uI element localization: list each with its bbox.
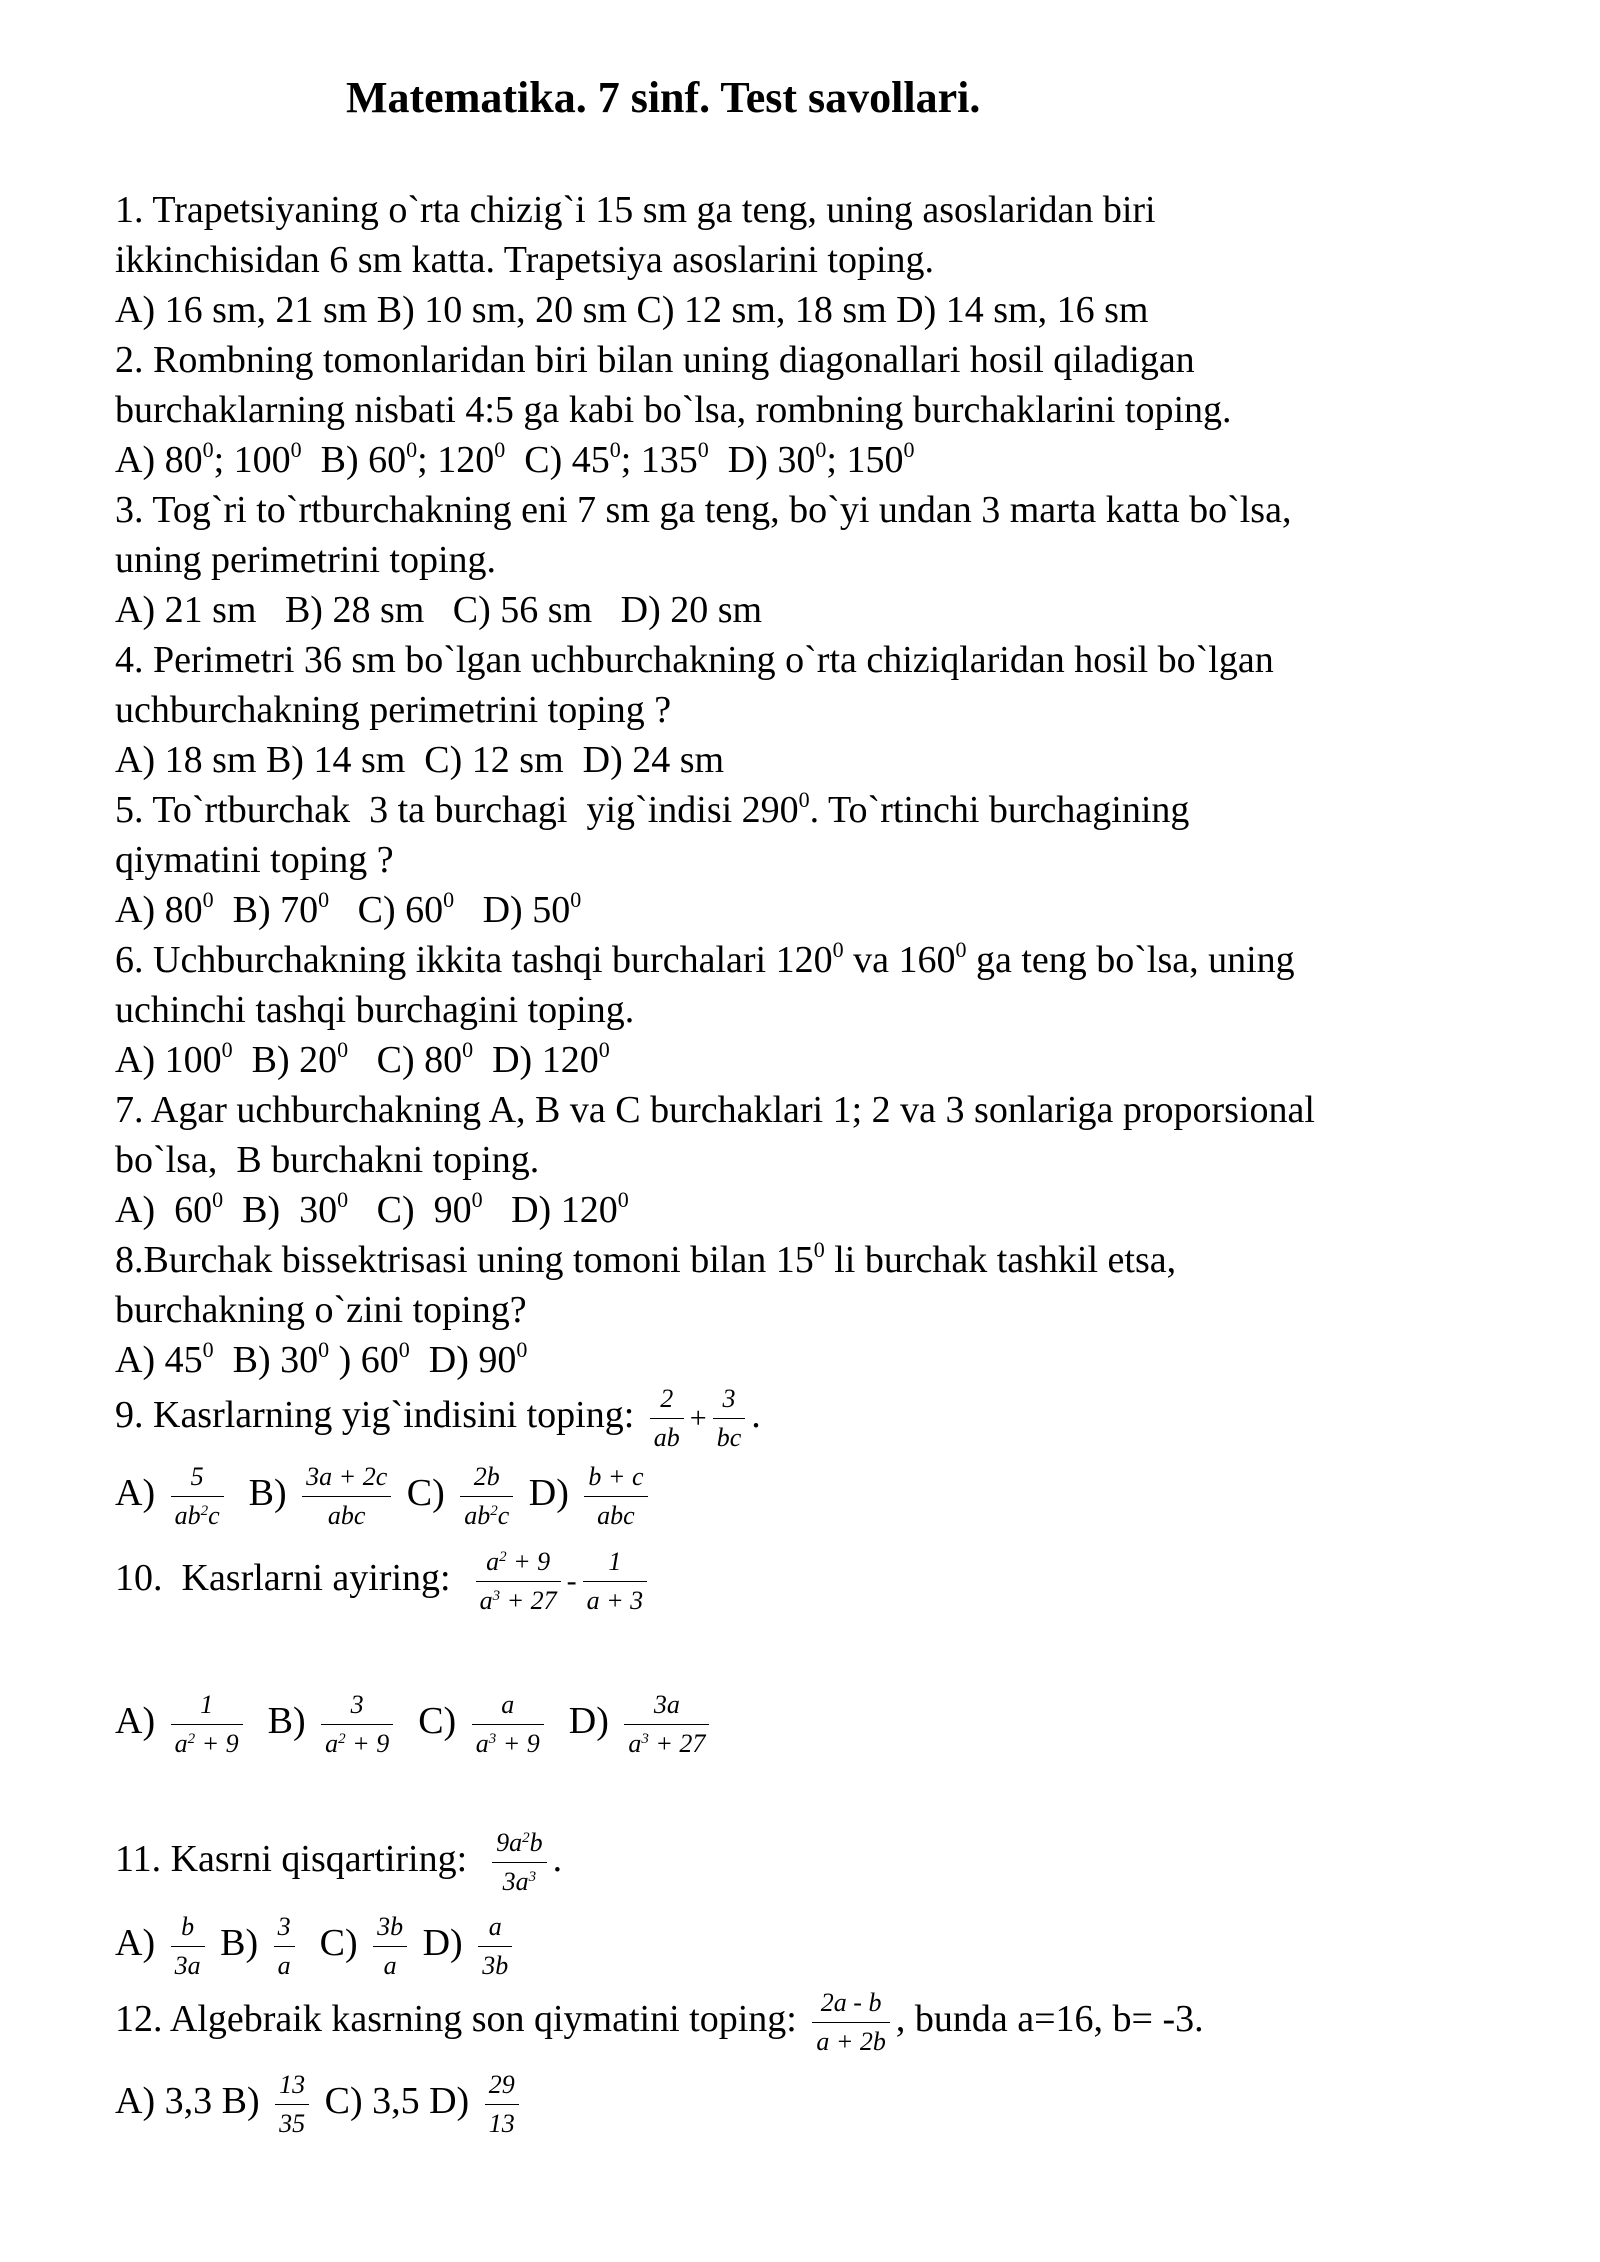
period: . bbox=[751, 1394, 761, 1437]
degree-sign: 0 bbox=[471, 1187, 483, 1212]
option-b-2: ; 120 bbox=[417, 439, 495, 481]
option-c-fraction bbox=[373, 1912, 407, 1981]
option-c-fraction bbox=[472, 1690, 544, 1759]
option-c-label: C) bbox=[319, 1922, 358, 1965]
option-c: C) 60 bbox=[329, 889, 444, 931]
fraction bbox=[476, 1547, 561, 1616]
degree-sign: 0 bbox=[832, 937, 844, 962]
num-part: b bbox=[529, 1828, 543, 1857]
degree-sign: 0 bbox=[598, 1037, 610, 1062]
degree-sign: 0 bbox=[697, 437, 709, 462]
exponent: 2 bbox=[499, 1549, 507, 1565]
numerator: 2 bbox=[650, 1384, 684, 1419]
q8-text-b: li burchak tashkil etsa, bbox=[824, 1239, 1177, 1281]
exponent: 3 bbox=[488, 1731, 497, 1747]
fraction bbox=[713, 1384, 746, 1453]
question-9-text: 9. Kasrlarning yig`indisini toping: bbox=[115, 1394, 635, 1437]
option-d: D) 120 bbox=[482, 1189, 618, 1231]
numerator: 13 bbox=[275, 2070, 309, 2105]
option-b-label: B) bbox=[220, 1922, 259, 1965]
q6-text-a: 6. Uchburchakning ikkita tashqi burchalari 120 bbox=[115, 939, 833, 981]
option-d: D) 30 bbox=[708, 439, 816, 481]
denominator bbox=[460, 1497, 513, 1531]
exponent: 3 bbox=[641, 1731, 649, 1747]
degree-sign: 0 bbox=[406, 437, 418, 462]
question-12-text: 12. Algebraik kasrning son qiymatini toping: bbox=[115, 1998, 797, 2041]
degree-sign: 0 bbox=[813, 1237, 825, 1262]
q5-text-a: 5. To`rtburchak 3 ta burchagi yig`indisi 290 bbox=[115, 789, 799, 831]
numerator: 2a - b bbox=[812, 1988, 890, 2023]
degree-sign: 0 bbox=[202, 887, 214, 912]
degree-sign: 0 bbox=[318, 1337, 330, 1362]
question-3-options: A) 21 sm B) 28 sm C) 56 sm D) 20 sm bbox=[115, 589, 763, 631]
question-7-line-1: 7. Agar uchburchakning A, B va C burchaklari 1; 2 va 3 sonlariga proporsional bbox=[115, 1089, 1315, 1131]
question-2-line-2: burchaklarning nisbati 4:5 ga kabi bo`lsa, rombning burchaklarini toping. bbox=[115, 389, 1232, 431]
question-6-line-1 bbox=[115, 936, 1295, 984]
degree-sign: 0 bbox=[462, 1037, 474, 1062]
den-part: a bbox=[325, 1729, 339, 1758]
denominator: bc bbox=[716, 1423, 742, 1452]
exponent: 3 bbox=[528, 1869, 537, 1885]
degree-sign: 0 bbox=[290, 437, 302, 462]
exponent: 2 bbox=[200, 1503, 209, 1519]
question-6-line-2: uchinchi tashqi burchagini toping. bbox=[115, 989, 635, 1031]
option-c: C) 90 bbox=[348, 1189, 472, 1231]
degree-sign: 0 bbox=[609, 437, 621, 462]
question-9-line bbox=[115, 1384, 761, 1453]
option-c-fraction bbox=[460, 1462, 513, 1531]
denominator: ab bbox=[653, 1423, 680, 1452]
option-b-fraction bbox=[302, 1462, 391, 1531]
question-7-options bbox=[115, 1186, 629, 1234]
option-b: B) 30 bbox=[223, 1189, 338, 1231]
denominator: a bbox=[383, 1951, 397, 1980]
q6-text-b: va 160 bbox=[843, 939, 956, 981]
degree-sign: 0 bbox=[202, 437, 214, 462]
option-b-label: B) bbox=[267, 1700, 306, 1743]
degree-sign: 0 bbox=[443, 887, 455, 912]
option-c-label: C) bbox=[406, 1472, 445, 1515]
fraction bbox=[583, 1547, 648, 1616]
option-a: A) 80 bbox=[115, 889, 203, 931]
denominator bbox=[472, 1725, 544, 1759]
denominator: a bbox=[277, 1951, 291, 1980]
option-b-label: B) bbox=[221, 2080, 260, 2123]
numerator: 29 bbox=[485, 2070, 519, 2105]
denominator bbox=[476, 1582, 561, 1616]
exponent: 3 bbox=[492, 1588, 501, 1604]
degree-sign: 0 bbox=[398, 1337, 410, 1362]
q6-text-c: ga teng bo`lsa, uning bbox=[966, 939, 1295, 981]
option-d-fraction bbox=[584, 1462, 647, 1531]
degree-sign: 0 bbox=[337, 1187, 349, 1212]
question-1-line-1: 1. Trapetsiyaning o`rta chizig`i 15 sm ga teng, uning asoslaridan biri bbox=[115, 189, 1156, 231]
denominator bbox=[171, 1497, 224, 1531]
question-1-line-2: ikkinchisidan 6 sm katta. Trapetsiya asoslarini toping. bbox=[115, 239, 935, 281]
option-b: B) 30 bbox=[213, 1339, 319, 1381]
den-part: + 9 bbox=[345, 1729, 390, 1758]
option-c: C) 80 bbox=[348, 1039, 463, 1081]
option-a-label: A) bbox=[115, 1922, 156, 1965]
den-part: a bbox=[475, 1729, 489, 1758]
option-a-label: A) bbox=[115, 1472, 156, 1515]
fraction bbox=[492, 1828, 547, 1897]
option-a-2: ; 100 bbox=[213, 439, 291, 481]
question-7-line-2: bo`lsa, B burchakni toping. bbox=[115, 1139, 540, 1181]
minus-sign: - bbox=[566, 1564, 577, 1598]
option-c: C) 45 bbox=[505, 439, 610, 481]
q8-text-a: 8.Burchak bissektrisasi uning tomoni bilan 15 bbox=[115, 1239, 814, 1281]
denominator bbox=[321, 1725, 393, 1759]
numerator: 1 bbox=[583, 1547, 648, 1582]
question-10-text: 10. Kasrlarni ayiring: bbox=[115, 1557, 451, 1600]
denominator: a + 3 bbox=[586, 1586, 644, 1615]
option-d: D) 90 bbox=[409, 1339, 517, 1381]
question-8-line-1 bbox=[115, 1236, 1176, 1284]
option-c: C) 3,5 bbox=[324, 2080, 420, 2123]
option-a-fraction bbox=[171, 1690, 243, 1759]
exponent: 2 bbox=[522, 1830, 530, 1846]
numerator: 5 bbox=[171, 1462, 224, 1497]
den-part: ab bbox=[464, 1501, 491, 1530]
question-3-line-1: 3. Tog`ri to`rtburchakning eni 7 sm ga teng, bo`yi undan 3 marta katta bo`lsa, bbox=[115, 489, 1292, 531]
option-d-label: D) bbox=[568, 1700, 609, 1743]
option-d-fraction bbox=[485, 2070, 519, 2139]
den-part: a bbox=[174, 1729, 188, 1758]
question-12-line bbox=[115, 1988, 1204, 2057]
denominator: abc bbox=[327, 1501, 366, 1530]
denominator: 13 bbox=[488, 2109, 515, 2138]
den-part: + 9 bbox=[195, 1729, 239, 1758]
den-part: + 27 bbox=[648, 1729, 706, 1758]
option-a: A) 3,3 bbox=[115, 2080, 213, 2123]
den-part: + 9 bbox=[496, 1729, 540, 1758]
degree-sign: 0 bbox=[318, 887, 330, 912]
num-part: + 9 bbox=[506, 1547, 551, 1576]
question-9-options bbox=[115, 1462, 654, 1531]
degree-sign: 0 bbox=[798, 787, 810, 812]
den-part: c bbox=[497, 1501, 510, 1530]
question-11-line bbox=[115, 1828, 562, 1897]
question-12-options bbox=[115, 2070, 525, 2139]
denominator: 3a bbox=[174, 1951, 201, 1980]
question-5-line-2: qiymatini toping ? bbox=[115, 839, 394, 881]
page-title: Matematika. 7 sinf. Test savollari. bbox=[346, 73, 981, 122]
den-part: 3a bbox=[502, 1867, 529, 1896]
degree-sign: 0 bbox=[815, 437, 827, 462]
option-a: A) 45 bbox=[115, 1339, 203, 1381]
exponent: 2 bbox=[490, 1503, 498, 1519]
option-d-2: ; 150 bbox=[826, 439, 904, 481]
numerator: 3b bbox=[373, 1912, 407, 1947]
option-b: B) 60 bbox=[301, 439, 407, 481]
numerator: 1 bbox=[171, 1690, 243, 1725]
period: . bbox=[552, 1838, 563, 1881]
den-part: a bbox=[628, 1729, 642, 1758]
numerator: a bbox=[478, 1912, 512, 1947]
option-d-label: D) bbox=[422, 1922, 463, 1965]
degree-sign: 0 bbox=[903, 437, 915, 462]
exponent: 2 bbox=[187, 1731, 196, 1747]
numerator: 3 bbox=[321, 1690, 393, 1725]
degree-sign: 0 bbox=[494, 437, 506, 462]
question-12-tail: , bunda a=16, b= -3. bbox=[895, 1998, 1204, 2041]
question-3-line-2: uning perimetrini toping. bbox=[115, 539, 497, 581]
question-4-line-1: 4. Perimetri 36 sm bo`lgan uchburchakning o`rta chiziqlaridan hosil bo`lgan bbox=[115, 639, 1274, 681]
denominator: abc bbox=[597, 1501, 635, 1530]
option-a: A) 60 bbox=[115, 1189, 213, 1231]
den-part: + 27 bbox=[500, 1586, 557, 1615]
option-d-fraction bbox=[478, 1912, 512, 1981]
numerator: b bbox=[171, 1912, 205, 1947]
question-10-options bbox=[115, 1690, 715, 1759]
degree-sign: 0 bbox=[516, 1337, 528, 1362]
den-part: c bbox=[208, 1501, 220, 1530]
num-part: 9a bbox=[496, 1828, 523, 1857]
denominator: 3b bbox=[482, 1951, 509, 1980]
denominator bbox=[171, 1725, 243, 1759]
option-a-fraction bbox=[171, 1462, 224, 1531]
denominator bbox=[624, 1725, 709, 1759]
numerator: 3a + 2c bbox=[302, 1462, 391, 1497]
num-part: a bbox=[486, 1547, 500, 1576]
option-d-label: D) bbox=[528, 1472, 569, 1515]
option-b-fraction bbox=[321, 1690, 393, 1759]
question-10-line bbox=[115, 1547, 653, 1616]
numerator: 3a bbox=[624, 1690, 709, 1725]
denominator bbox=[492, 1863, 547, 1897]
option-d-label: D) bbox=[429, 2080, 470, 2123]
option-b-fraction bbox=[275, 2070, 309, 2139]
option-c-label: C) bbox=[418, 1700, 457, 1743]
numerator: 2b bbox=[460, 1462, 513, 1497]
degree-sign: 0 bbox=[212, 1187, 224, 1212]
option-b: B) 70 bbox=[213, 889, 319, 931]
option-a: A) 80 bbox=[115, 439, 203, 481]
degree-sign: 0 bbox=[570, 887, 582, 912]
question-11-text: 11. Kasrni qisqartiring: bbox=[115, 1838, 468, 1881]
degree-sign: 0 bbox=[617, 1187, 629, 1212]
fraction bbox=[812, 1988, 890, 2057]
question-11-options bbox=[115, 1912, 518, 1981]
numerator: b + c bbox=[584, 1462, 647, 1497]
denominator: a + 2b bbox=[816, 2027, 886, 2056]
question-4-options: A) 18 sm B) 14 sm C) 12 sm D) 24 sm bbox=[115, 739, 725, 781]
numerator: 3 bbox=[713, 1384, 746, 1419]
question-6-options bbox=[115, 1036, 610, 1084]
degree-sign: 0 bbox=[221, 1037, 233, 1062]
option-d-fraction bbox=[624, 1690, 709, 1759]
question-5-line-1 bbox=[115, 786, 1189, 834]
fraction bbox=[650, 1384, 684, 1453]
q5-text-b: . To`rtinchi burchagining bbox=[809, 789, 1190, 831]
numerator bbox=[492, 1828, 547, 1863]
option-a-label: A) bbox=[115, 1700, 156, 1743]
question-2-options bbox=[115, 436, 914, 484]
question-8-line-2: burchakning o`zini toping? bbox=[115, 1289, 527, 1331]
exponent: 2 bbox=[338, 1731, 346, 1747]
degree-sign: 0 bbox=[955, 937, 967, 962]
question-1-options: A) 16 sm, 21 sm B) 10 sm, 20 sm C) 12 sm, 18 sm D) 14 sm, 16 sm bbox=[115, 289, 1149, 331]
denominator: 35 bbox=[279, 2109, 306, 2138]
den-part: a bbox=[479, 1586, 493, 1615]
question-8-options bbox=[115, 1336, 527, 1384]
numerator: 3 bbox=[274, 1912, 295, 1947]
option-b: B) 20 bbox=[232, 1039, 338, 1081]
degree-sign: 0 bbox=[337, 1037, 349, 1062]
option-b-label: B) bbox=[248, 1472, 287, 1515]
numerator: a bbox=[472, 1690, 544, 1725]
option-b-fraction bbox=[274, 1912, 295, 1981]
option-d: D) 50 bbox=[454, 889, 571, 931]
numerator bbox=[476, 1547, 561, 1582]
option-a: A) 100 bbox=[115, 1039, 222, 1081]
option-c: ) 60 bbox=[329, 1339, 399, 1381]
den-part: ab bbox=[174, 1501, 201, 1530]
question-2-line-1: 2. Rombning tomonlaridan biri bilan uning diagonallari hosil qiladigan bbox=[115, 339, 1195, 381]
plus-sign: + bbox=[689, 1401, 707, 1435]
option-c-2: ; 135 bbox=[620, 439, 698, 481]
option-a-fraction bbox=[171, 1912, 205, 1981]
option-d: D) 120 bbox=[473, 1039, 599, 1081]
degree-sign: 0 bbox=[202, 1337, 214, 1362]
question-5-options bbox=[115, 886, 581, 934]
question-4-line-2: uchburchakning perimetrini toping ? bbox=[115, 689, 672, 731]
